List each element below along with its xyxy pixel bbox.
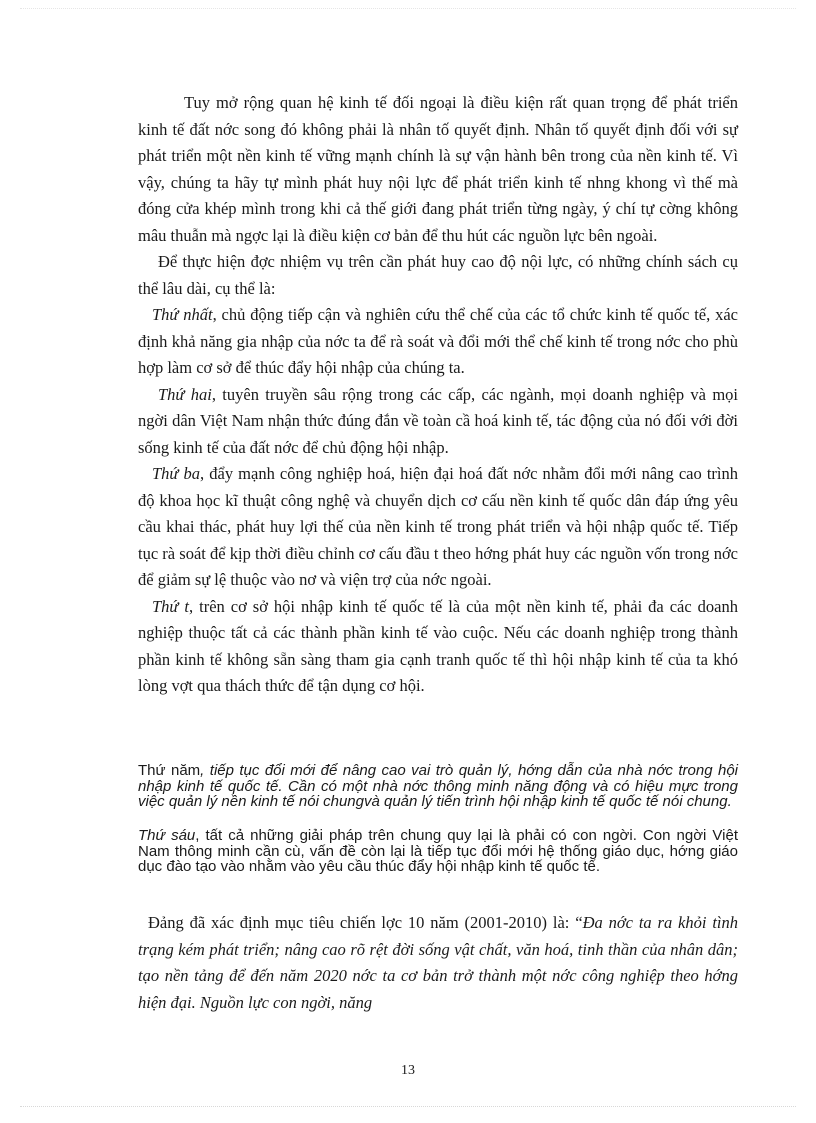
paragraph-third <box>138 461 738 594</box>
text-fifth: , tiếp tục đổi mới để nâng cao vai trò quản lý, hớng dẫn của nhà nớc trong hội nhập kinh tế quốc tế. Cần có một nhà nớc thông minh năng động và có hiệu mực trong việc quản lý nền kinh tế nói chungvà quản lý tiến trình hội nhập kinh tế quốc tế nói chung. <box>138 762 738 810</box>
body-text-block <box>138 90 738 700</box>
label-second: Thứ hai <box>158 384 212 404</box>
paragraph-sixth <box>138 828 738 875</box>
label-fifth: Thứ năm <box>138 762 201 779</box>
text-sixth: , tất cả những giải pháp trên chung quy lại là phải có con ngời. Con ngời Việt Nam thông minh cần cù, vấn đề còn lại là tiếp tục đổi mới hệ thống giáo dục, hớng giáo dục đào tạo vào nhằm vào yêu cầu thúc đẩy hội nhập kinh tế quốc tế. <box>138 827 738 875</box>
strategy-quote: Đa nớc ta ra khỏi tình trạng kém phát triển; nâng cao rõ rệt đời sống vật chất, văn hoá, tinh thần của nhân dân; tạo nền tảng để đến năm 2020 nớc ta cơ bản trở thành một nớc công nghiệp theo hớng hiện đại. Nguồn lực con ngời, năng <box>138 913 738 1012</box>
paragraph-first <box>138 302 738 382</box>
paragraph-intro: Tuy mở rộng quan hệ kinh tế đối ngoại là điều kiện rất quan trọng để phát triển kinh tế đất nớc song đó không phải là nhân tố quyết định. Nhân tố quyết định đối với sự phát triển một nền kinh tế vững mạnh chính là sự vận hành bên trong của nền kinh tế. Vì vậy, chúng ta hãy tự mình phát huy nội lực để phát triển kinh tế nhng khong vì thế mà đóng cửa khép mình trong khi cả thế giới đang phát triển từng ngày, ý chí tự cờng không mâu thuẫn mà ngợc lại là điều kiện cơ bản để thu hút các nguồn lực bên ngoài. <box>138 93 738 245</box>
text-fourth: , trên cơ sở hội nhập kinh tế quốc tế là của một nền kinh tế, phải đa các doanh nghiệp thuộc tất cả các thành phần kinh tế vào cuộc. Nếu các doanh nghiệp trong thành phần kinh tế không sẵn sàng tham gia cạnh tranh quốc tế thì hội nhập kinh tế của ta khó lòng vợt qua thách thức để tận dụng cơ hội. <box>138 596 738 695</box>
paragraph-second <box>138 382 738 462</box>
label-fourth: Thứ t <box>152 596 189 616</box>
label-third: Thứ ba <box>152 464 201 483</box>
label-first: Thứ nhất <box>152 305 213 324</box>
top-divider <box>20 8 796 9</box>
label-sixth: Thứ sáu <box>138 827 196 844</box>
paragraph-fifth <box>138 763 738 810</box>
text-third: , đẩy mạnh công nghiệp hoá, hiện đại hoá đất nớc nhằm đổi mới nâng cao trình độ khoa học kĩ thuật công nghệ và chuyển dịch cơ cấu nền kinh tế quốc dân đáp ứng yêu cầu khai thác, phát huy lợi thế của nền kinh tế trong phát triển và hội nhập quốc tế. Tiếp tục rà soát để kịp thời điều chỉnh cơ cấu đầu t theo hớng phát huy các nguồn vốn trong nớc để giảm sự lệ thuộc vào nơ và viện trợ của nớc ngoài. <box>138 464 738 589</box>
strategy-lead: Đảng đã xác định mục tiêu chiến lợc 10 năm (2001-2010) là: “ <box>148 913 583 932</box>
text-second: , tuyên truyền sâu rộng trong các cấp, các ngành, mọi doanh nghiệp và mọi ngời dân Việt Nam nhận thức đúng đắn về toàn cầ hoá kinh tế, tác động của nó đối với đời sống kinh tế của đất nớc để chủ động hội nhập. <box>138 384 738 457</box>
bottom-divider <box>20 1106 796 1107</box>
paragraph-fourth <box>138 594 738 700</box>
page-number: 13 <box>401 1063 415 1078</box>
paragraph-tasks: Để thực hiện đợc nhiệm vụ trên cần phát huy cao độ nội lực, có những chính sách cụ thể lâu dài, cụ thể là: <box>138 252 738 298</box>
text-first: , chủ động tiếp cận và nghiên cứu thể chế của các tổ chức kinh tế quốc tế, xác định khả năng gia nhập của nớc ta để rà soát và đổi mới thể chế kinh tế trong nớc cho phù hợp làm cơ sở để thúc đẩy hội nhập của chúng ta. <box>138 305 738 377</box>
paragraph-strategy <box>138 910 738 1016</box>
